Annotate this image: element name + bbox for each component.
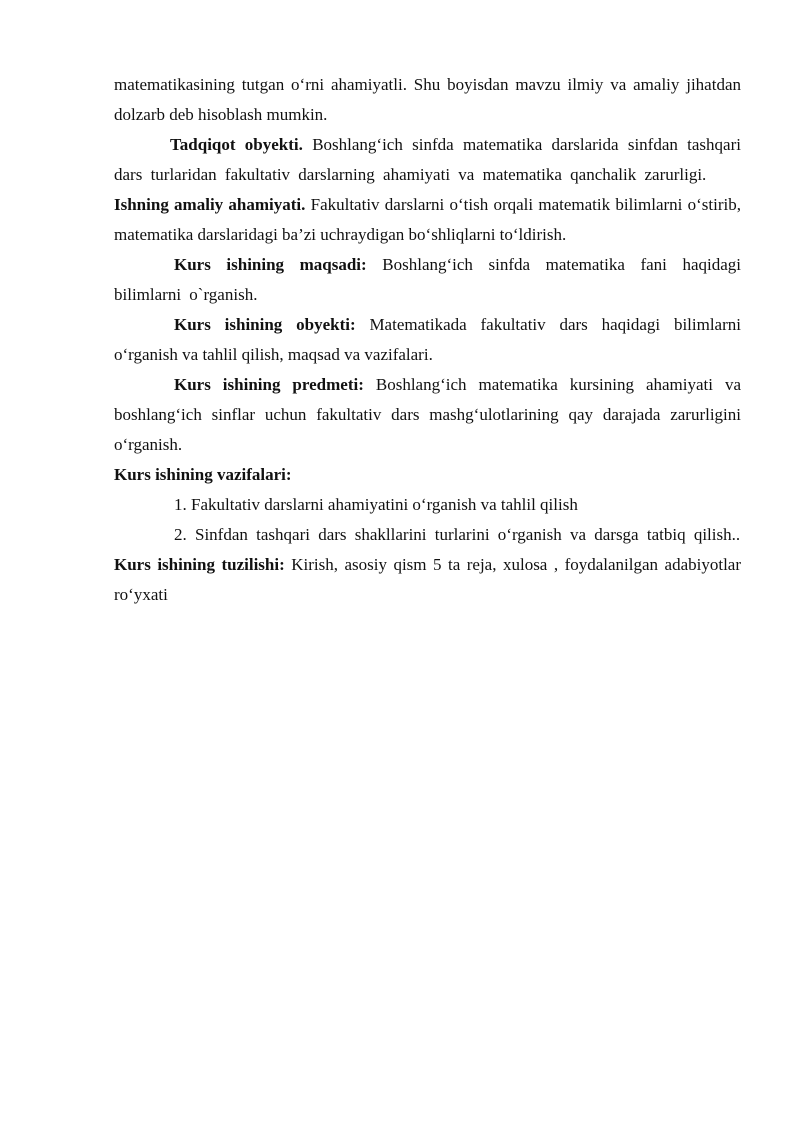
paragraph-research-object [114,130,741,190]
research-object-label: Tadqiqot obyekti. [170,135,303,154]
course-subject-label: Kurs ishining predmeti: [174,375,364,394]
paragraph-intro-text: matematikasining tutgan o‘rni ahamiyatli. Shu boyisdan mavzu ilmiy va amaliy jihatdan dolzarb deb hisoblash mumkin. [114,75,741,124]
paragraph-course-structure [114,550,741,610]
course-goal-label: Kurs ishining maqsadi: [174,255,367,274]
course-structure-label: Kurs ishining tuzilishi: [114,555,285,574]
practical-significance-text: Fakultativ darslarni o‘tish orqali matematik bilimlarni o‘stirib, matematika darslaridagi ba’zi uchraydigan bo‘shliqlarni to‘ldirish. [114,195,741,244]
course-goal-text: Boshlang‘ich sinfda matematika fani haqidagi bilimlarni o`rganish. [114,255,742,304]
task-item-2-text: 2. Sinfdan tashqari dars shakllarini turlarini o‘rganish va darsga tatbiq qilish.. [174,525,741,544]
research-object-text: Boshlang‘ich sinfda matematika darslarida sinfdan tashqari dars turlaridan fakultativ darslarning ahamiyati va matematika qanchalik zarurligi. [114,135,741,184]
document-body [114,70,741,610]
paragraph-course-subject [114,370,741,460]
paragraph-course-tasks [114,460,741,490]
course-tasks-label: Kurs ishining vazifalari: [114,465,292,484]
practical-significance-label: Ishning amaliy ahamiyati. [114,195,306,214]
paragraph-practical-significance [114,190,741,250]
course-structure-text: Kirish, asosiy qism 5 ta reja, xulosa , foydalanilgan adabiyotlar ro‘yxati [114,555,741,604]
course-object-label: Kurs ishining obyekti: [174,315,356,334]
paragraph-intro [114,70,741,130]
task-item-2 [114,520,741,550]
course-subject-text: Boshlang‘ich matematika kursining ahamiyati va boshlang‘ich sinflar uchun fakultativ dars mashg‘ulotlarining qay darajada zarurligini o‘rganish. [114,375,742,454]
paragraph-course-object [114,310,741,370]
course-object-text: Matematikada fakultativ dars haqidagi bilimlarni o‘rganish va tahlil qilish, maqsad va vazifalari. [114,315,741,364]
task-item-1 [114,490,741,520]
task-item-1-text: 1. Fakultativ darslarni ahamiyatini o‘rganish va tahlil qilish [174,495,578,514]
paragraph-course-goal [114,250,741,310]
